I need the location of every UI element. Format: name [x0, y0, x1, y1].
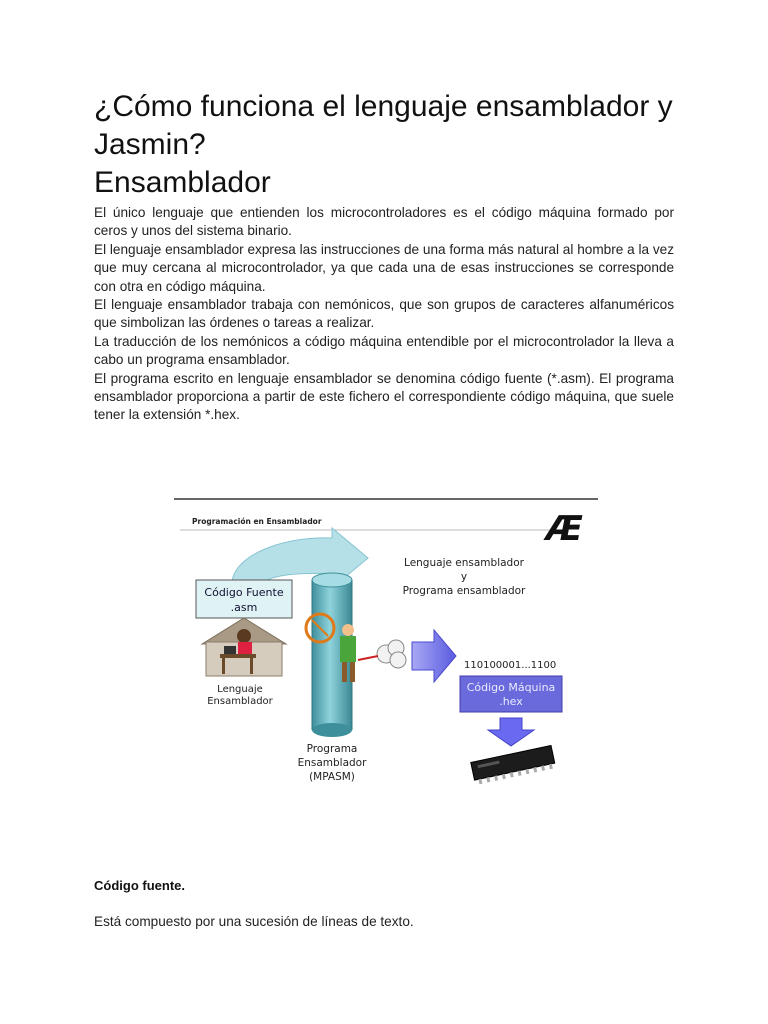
paragraph: El único lenguaje que entienden los microcontroladores es el código máquina formado por ceros y unos del sistema binario. [94, 205, 674, 239]
blue-arrow-icon [412, 630, 456, 682]
microchip-icon [471, 745, 556, 785]
caption-right-line2: y [460, 571, 468, 583]
source-box-extension: .asm [230, 601, 258, 614]
caption-right-line3: Programa ensamblador [402, 585, 526, 597]
paragraph: El lenguaje ensamblador expresa las instrucciones de una forma más natural al hombre a la vez que muy cercana al microcontrolador, ya que cada una de esas instrucciones se corresponde con otra en código máquina. [94, 241, 674, 294]
smoke-puff-icon [358, 640, 406, 668]
subheading: Código fuente. [94, 878, 185, 893]
section-heading: Ensamblador [94, 166, 271, 199]
ae-logo: Æ [546, 509, 583, 549]
caption-right-line1: Lenguaje ensamblador [404, 557, 524, 569]
assembler-diagram [172, 496, 600, 796]
machine-box-extension: .hex [499, 695, 523, 708]
paragraph: La traducción de los nemónicos a código máquina entendible por el microcontrolador la lleva a cabo un programa ensamblador. [94, 333, 674, 368]
diagram-svg [172, 496, 600, 796]
program-label-line2: Ensamblador [297, 757, 367, 769]
program-label-line3: (MPASM) [309, 771, 355, 783]
programmer-house-icon [202, 618, 286, 676]
program-label-line1: Programa [306, 743, 358, 755]
caption-left-line1: Lenguaje [217, 684, 263, 695]
title-text: ¿Cómo funciona el lenguaje ensamblador y Jasmin? [94, 90, 673, 161]
paragraph: Está compuesto por una sucesión de líneas de texto. [94, 914, 414, 929]
down-arrow-icon [488, 718, 534, 746]
section-body [94, 204, 674, 425]
document-title [94, 88, 674, 164]
machine-box-label: Código Máquina [466, 681, 556, 694]
paragraph: El programa escrito en lenguaje ensamblador se denomina código fuente (*.asm). El programa ensamblador proporciona a partir de este fichero el correspondiente código máquina, que suele tener la extensión *.hex. [94, 370, 674, 423]
source-box-label: Código Fuente [204, 586, 284, 599]
binary-code: 110100001...1100 [464, 660, 557, 671]
diagram-header: Programación en Ensamblador [192, 517, 322, 526]
paragraph: El lenguaje ensamblador trabaja con nemónicos, que son grupos de caracteres alfanuméricos que simbolizan las órdenes o tareas a realizar. [94, 297, 674, 331]
assembler-cylinder-icon [306, 573, 356, 737]
caption-left-line2: Ensamblador [207, 696, 273, 707]
document-page [94, 88, 674, 425]
